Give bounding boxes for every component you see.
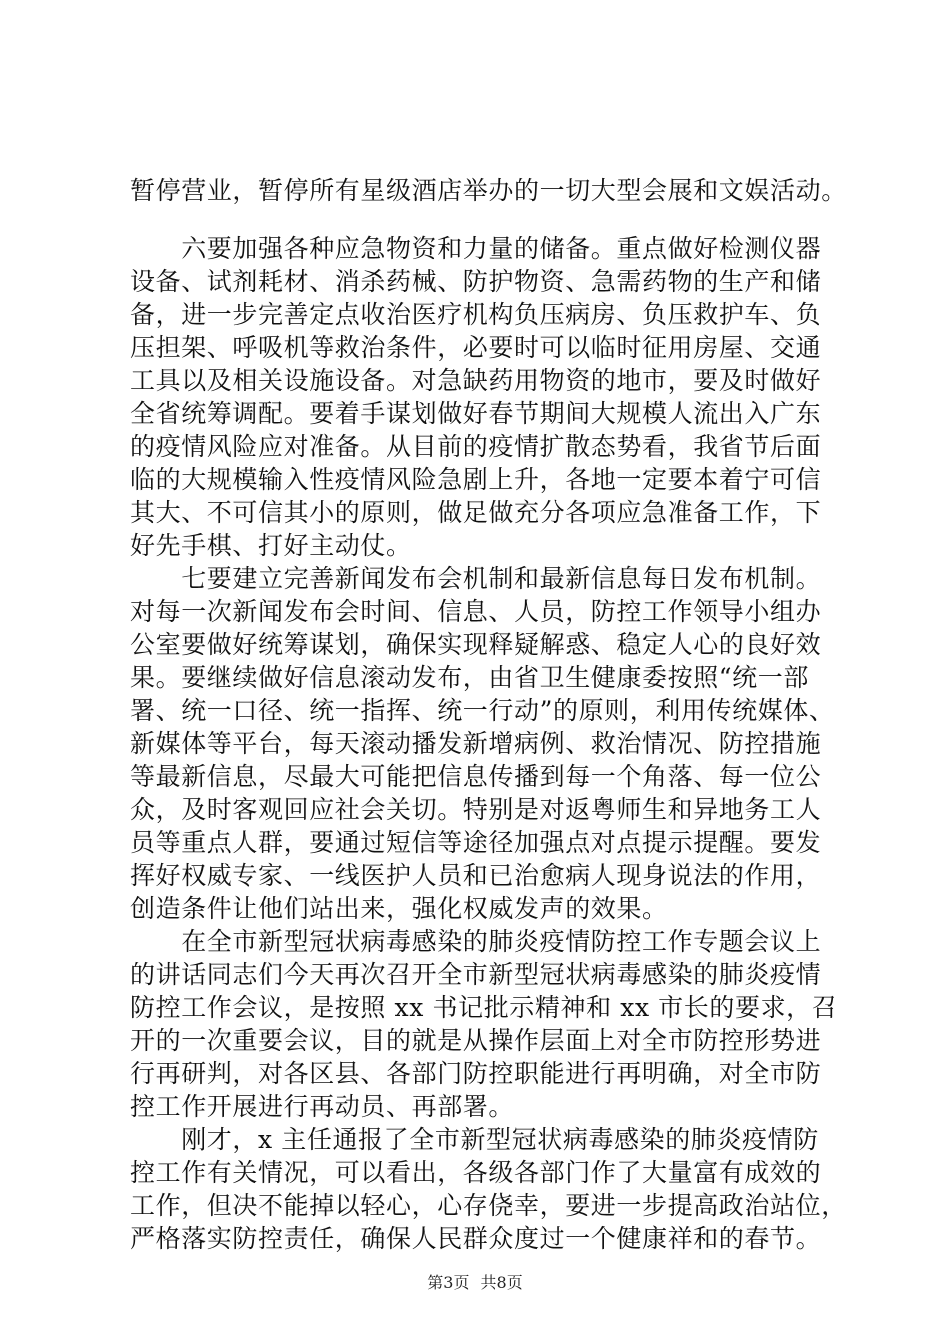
page-total: 共8页: [480, 1273, 523, 1292]
text-line: 开的一次重要会议，目的就是从操作层面上对全市防控形势进: [130, 1026, 822, 1055]
text-line: 署、统一口径、统一指挥、统一行动”的原则，利用传统媒体、: [130, 696, 835, 725]
text-block-main: [130, 232, 847, 1255]
text-line: 创造条件让他们站出来，强化权威发声的效果。: [130, 894, 668, 923]
text-line: 控工作开展进行再动员、再部署。: [130, 1092, 515, 1121]
text-line: 众，及时客观回应社会关切。特别是对返粤师生和异地务工人: [130, 795, 822, 824]
text-line: 的讲话同志们今天再次召开全市新型冠状病毒感染的肺炎疫情: [130, 960, 822, 989]
text-line: 设备、试剂耗材、消杀药械、防护物资、急需药物的生产和储: [130, 267, 822, 296]
text-line: 公室要做好统筹谋划，确保实现释疑解惑、稳定人心的良好效: [130, 630, 822, 659]
text-line: 工具以及相关设施设备。对急缺药用物资的地市，要及时做好: [130, 366, 822, 395]
text-line: 行再研判，对各区县、各部门防控职能进行再明确，对全市防: [130, 1059, 822, 1088]
text-line: 在全市新型冠状病毒感染的肺炎疫情防控工作专题会议上: [130, 927, 822, 956]
page-number: 第3页: [427, 1273, 470, 1292]
text-line: 果。要继续做好信息滚动发布，由省卫生健康委按照“统一部: [130, 663, 809, 692]
text-line: 等最新信息，尽最大可能把信息传播到每一个角落、每一位公: [130, 762, 822, 791]
text-line: 临的大规模输入性疫情风险急剧上升，各地一定要本着宁可信: [130, 465, 822, 494]
text-line: 控工作有关情况，可以看出，各级各部门作了大量富有成效的: [130, 1158, 822, 1187]
text-line: 对每一次新闻发布会时间、信息、人员，防控工作领导小组办: [130, 597, 822, 626]
text-line: 工作，但决不能掉以轻心，心存侥幸，要进一步提高政治站位，: [130, 1191, 847, 1220]
text-line: 全省统筹调配。要着手谋划做好春节期间大规模人流出入广东: [130, 399, 822, 428]
page-footer: [0, 1270, 950, 1293]
text-line: 压担架、呼吸机等救治条件，必要时可以临时征用房屋、交通: [130, 333, 822, 362]
text-line: 暂停营业，暂停所有星级酒店举办的一切大型会展和文娱活动。: [130, 176, 847, 205]
text-line: 挥好权威专家、一线医护人员和已治愈病人现身说法的作用，: [130, 861, 822, 890]
text-line: 的疫情风险应对准备。从目前的疫情扩散态势看，我省节后面: [130, 432, 822, 461]
text-line: 防控工作会议，是按照 xx 书记批示精神和 xx 市长的要求，召: [130, 993, 838, 1022]
text-line: 其大、不可信其小的原则，做足做充分各项应急准备工作，下: [130, 498, 822, 527]
text-line: 刚才，x 主任通报了全市新型冠状病毒感染的肺炎疫情防: [130, 1125, 819, 1154]
text-line: 严格落实防控责任，确保人民群众度过一个健康祥和的春节。: [130, 1224, 822, 1253]
text-line: 好先手棋、打好主动仗。: [130, 531, 412, 560]
text-line: 七要建立完善新闻发布会机制和最新信息每日发布机制。: [130, 564, 822, 593]
text-line: 新媒体等平台，每天滚动播发新增病例、救治情况、防控措施: [130, 729, 822, 758]
text-block-top: [130, 174, 847, 207]
text-line: 备，进一步完善定点收治医疗机构负压病房、负压救护车、负: [130, 300, 822, 329]
text-line: 六要加强各种应急物资和力量的储备。重点做好检测仪器: [130, 234, 822, 263]
text-line: 员等重点人群，要通过短信等途径加强点对点提示提醒。要发: [130, 828, 822, 857]
